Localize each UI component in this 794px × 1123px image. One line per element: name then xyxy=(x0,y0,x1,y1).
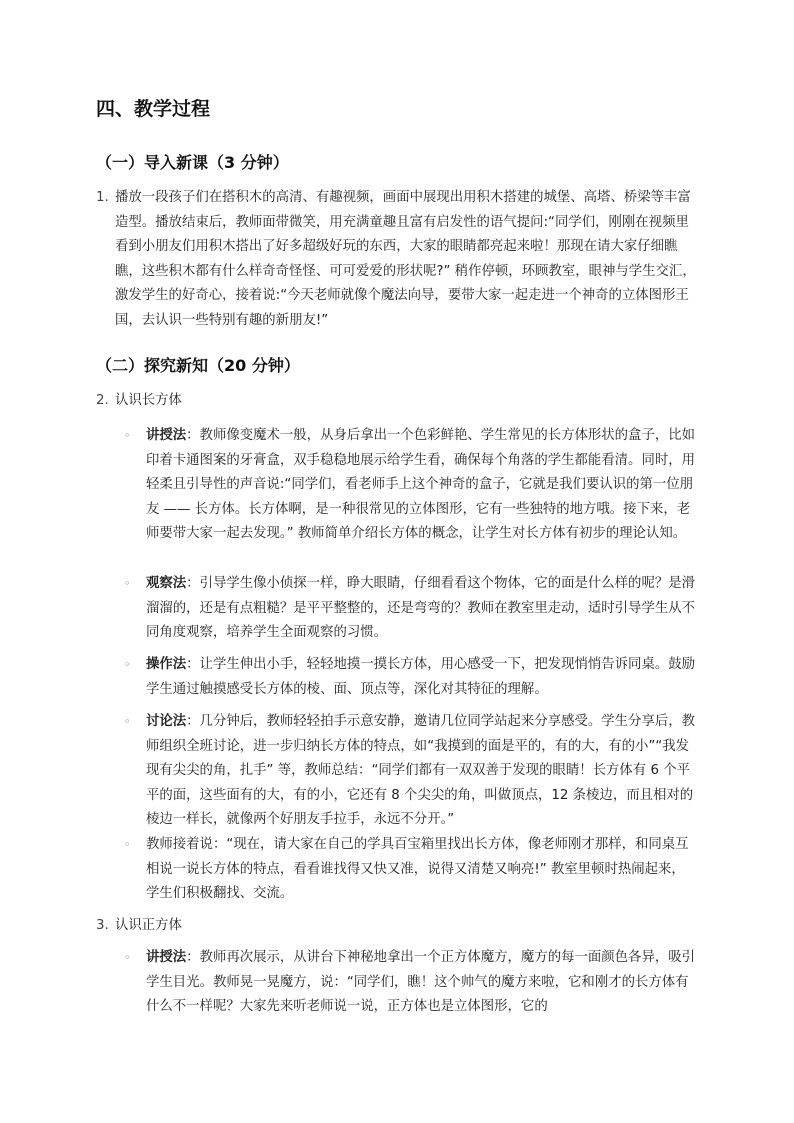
bullet-marker: ◦ xyxy=(124,951,131,964)
bullet-operation-method xyxy=(124,653,698,702)
method-term: 观察法 xyxy=(146,576,187,591)
bullet-lecture-method xyxy=(124,424,698,547)
bullet-text: ：引导学生像小侦探一样，睁大眼睛，仔细看看这个物体，它的面是什么样的呢？是滑溜溜的，还是有点粗糙？是平平整整的，还是弯弯的？教师在教室里走动，适时引导学生从不同角度观察，培养学生全面观察的习惯。 xyxy=(146,576,696,640)
bullet-discussion-method xyxy=(124,710,698,833)
section-heading-explore: （二）探究新知（20 分钟） xyxy=(96,356,300,375)
bullet-cube-lecture-method xyxy=(124,946,698,1020)
item-number: 3. xyxy=(96,918,109,933)
bullet-marker: ◦ xyxy=(124,658,131,671)
heading-teaching-process: 四、教学过程 xyxy=(96,98,211,120)
bullet-marker: ◦ xyxy=(124,715,131,728)
bullet-text: ：让学生伸出小手，轻轻地摸一摸长方体，用心感受一下，把发现悄悄告诉同桌。鼓励学生通过触摸感受长方体的棱、面、顶点等，深化对其特征的理解。 xyxy=(146,657,696,697)
bullet-text: ：教师再次展示，从讲台下神秘地拿出一个正方体魔方，魔方的每一面颜色各异，吸引学生目光。教师晃一晃魔方，说：“同学们，瞧！这个帅气的魔方来啦，它和刚才的长方体有什么不一样呢？大家先来听老师说一说，正方体也是立体图形，它的 xyxy=(146,950,696,1014)
method-term: 操作法 xyxy=(146,657,187,672)
section-heading-intro: （一）导入新课（3 分钟） xyxy=(96,153,289,172)
bullet-teacher-instruction xyxy=(124,833,698,907)
item-text: 认识正方体 xyxy=(115,918,182,933)
method-term: 讲授法 xyxy=(146,428,187,443)
numbered-item-3 xyxy=(96,914,696,939)
method-term: 讲授法 xyxy=(146,950,187,965)
numbered-item-1 xyxy=(96,186,696,334)
bullet-observation-method xyxy=(124,572,698,646)
method-term: 讨论法 xyxy=(146,714,187,729)
numbered-item-2 xyxy=(96,389,696,414)
bullet-marker: ◦ xyxy=(124,429,131,442)
bullet-text: ：几分钟后，教师轻轻拍手示意安静，邀请几位同学站起来分享感受。学生分享后，教师组织全班讨论，进一步归纳长方体的特点，如“我摸到的面是平的，有的大，有的小”“我发现有尖尖的角，扎手” 等，教师总结：“同学们都有一双双善于发现的眼睛！长方体有 6 个平平的面，这些面有的大，有的小，它还有 8 个尖尖的角，叫做顶点，12 条棱边，而且相对的棱边一样长，就像两个好朋友手拉手，永远不分开。” xyxy=(146,714,696,827)
bullet-text: ：教师像变魔术一般，从身后拿出一个色彩鲜艳、学生常见的长方体形状的盒子，比如印着卡通图案的牙膏盒，双手稳稳地展示给学生看，确保每个角落的学生都能看清。同时，用轻柔且引导性的声音说:“同学们，看老师手上这个神奇的盒子，它就是我们要认识的第一位朋友 —— 长方体。长方体啊，是一种很常见的立体图形，它有一些独特的地方哦。接下来，老师要带大家一起去发现。” 教师简单介绍长方体的概念，让学生对长方体有初步的理论认知。 xyxy=(146,428,696,541)
bullet-marker: ◦ xyxy=(124,838,131,851)
item-number: 1. xyxy=(96,190,109,205)
bullet-text: 教师接着说：“现在，请大家在自己的学具百宝箱里找出长方体，像老师刚才那样，和同桌互相说一说长方体的特点，看看谁找得又快又准，说得又清楚又响亮!” 教室里顿时热闹起来，学生们积极翻找、交流。 xyxy=(146,837,689,901)
item-text: 认识长方体 xyxy=(115,393,182,408)
bullet-marker: ◦ xyxy=(124,577,131,590)
item-text: 播放一段孩子们在搭积木的高清、有趣视频，画面中展现出用积木搭建的城堡、高塔、桥梁等丰富造型。播放结束后，教师面带微笑，用充满童趣且富有启发性的语气提问:“同学们，刚刚在视频里看到小朋友们用积木搭出了好多超级好玩的东西，大家的眼睛都亮起来啦！那现在请大家仔细瞧瞧，这些积木都有什么样奇奇怪怪、可可爱爱的形状呢?” 稍作停顿，环顾教室，眼神与学生交汇，激发学生的好奇心，接着说:“今天老师就像个魔法向导，要带大家一起走进一个神奇的立体图形王国，去认识一些特别有趣的新朋友!” xyxy=(115,190,696,328)
item-number: 2. xyxy=(96,393,109,408)
